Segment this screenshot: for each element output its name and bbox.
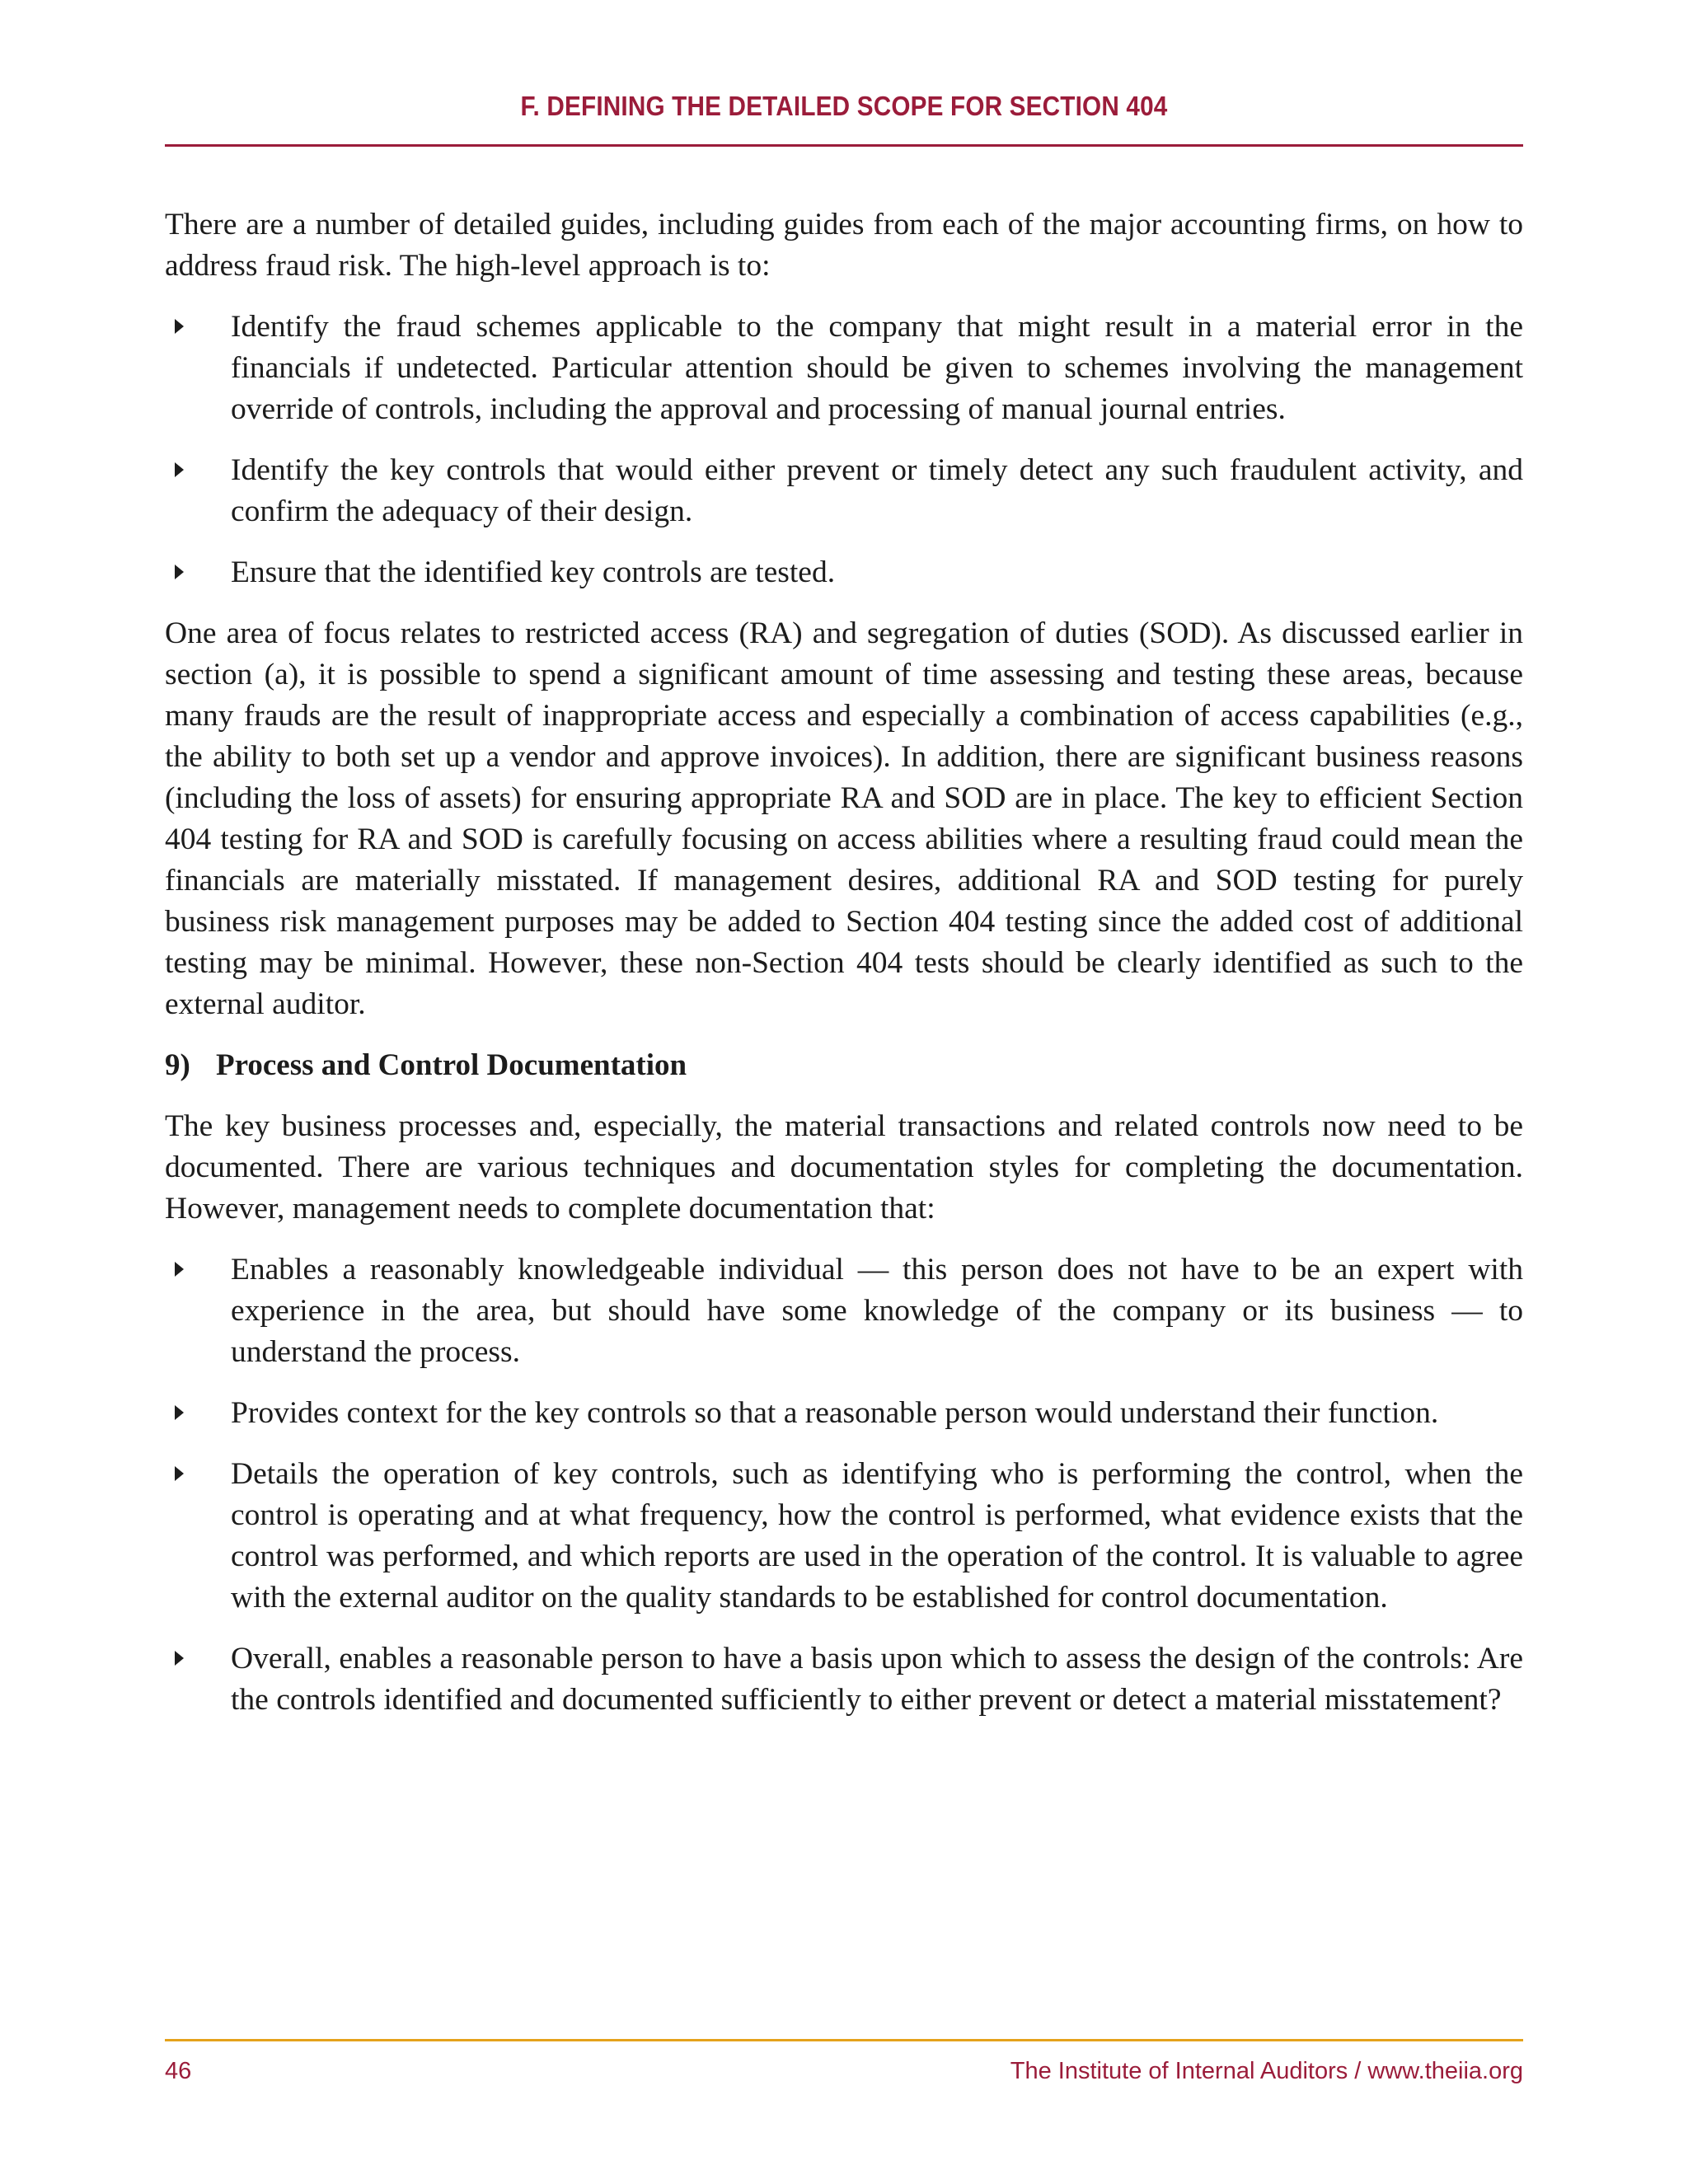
- list-item: [165, 450, 1523, 532]
- list-item: [165, 1638, 1523, 1721]
- footer-divider: [165, 2039, 1523, 2041]
- list-item-text: Enables a reasonably knowledgeable individual — this person does not have to be an expert with experience in the area, but should have some knowledge of the company or its business — to understand the process.: [231, 1253, 1523, 1369]
- page-header-title: F. DEFINING THE DETAILED SCOPE FOR SECTION 404: [520, 91, 1168, 121]
- list-item: [165, 1393, 1523, 1434]
- list-item: [165, 1454, 1523, 1619]
- page-number: 46: [165, 2058, 192, 2084]
- triangle-bullet-icon: [175, 462, 184, 477]
- list-item-text: Details the operation of key controls, such as identifying who is performing the control, when the control is operating and at what frequency, how the control is performed, what evidence exists that the control was performed, and which reports are used in the operation of the control. It is valuable to agree with the external auditor on the quality standards to be established for control documentation.: [231, 1457, 1523, 1615]
- list-item: [165, 1249, 1523, 1373]
- list-item-text: Identify the key controls that would either prevent or timely detect any such fraudulent activity, and confirm the adequacy of their design.: [231, 453, 1523, 528]
- triangle-bullet-icon: [175, 319, 184, 334]
- page-content: [165, 204, 1523, 1741]
- fraud-approach-list: [165, 307, 1523, 593]
- list-item-text: Identify the fraud schemes applicable to the company that might result in a material error in the financials if undetected. Particular attention should be given to schemes involving the management override of controls, including the approval and processing of manual journal entries.: [231, 310, 1523, 426]
- list-item-text: Ensure that the identified key controls are tested.: [231, 555, 836, 589]
- ra-sod-paragraph: One area of focus relates to restricted access (RA) and segregation of duties (SOD). As discussed earlier in section (a), it is possible to spend a significant amount of time assessing and testing these areas, because many frauds are the result of inappropriate access and especially a combination of access capabilities (e.g., the ability to both set up a vendor and approve invoices). In addition, there are significant business reasons (including the loss of assets) for ensuring appropriate RA and SOD are in place. The key to efficient Section 404 testing for RA and SOD is carefully focusing on access abilities where a resulting fraud could mean the financials are materially misstated. If management desires, additional RA and SOD testing for purely business risk management purposes may be added to Section 404 testing since the added cost of additional testing may be minimal. However, these non-Section 404 tests should be clearly identified as such to the external auditor.: [165, 616, 1523, 1021]
- publisher-credit: The Institute of Internal Auditors / www.theiia.org: [1010, 2058, 1523, 2084]
- triangle-bullet-icon: [175, 1466, 184, 1481]
- section-number: 9): [165, 1048, 190, 1082]
- list-item: [165, 552, 1523, 593]
- list-item-text: Provides context for the key controls so that a reasonable person would understand their function.: [231, 1396, 1439, 1430]
- list-item-text: Overall, enables a reasonable person to have a basis upon which to assess the design of the controls: Are the controls identified and documented sufficiently to either prevent or detect a material misstatement?: [231, 1642, 1523, 1717]
- header-divider: [165, 144, 1523, 147]
- documentation-requirements-list: [165, 1249, 1523, 1721]
- list-item: [165, 307, 1523, 430]
- documentation-intro-paragraph: The key business processes and, especially, the material transactions and related controls now need to be documented. There are various techniques and documentation styles for completing the documentation. However, management needs to complete documentation that:: [165, 1109, 1523, 1226]
- triangle-bullet-icon: [175, 565, 184, 579]
- triangle-bullet-icon: [175, 1262, 184, 1277]
- intro-paragraph: There are a number of detailed guides, including guides from each of the major accounting firms, on how to address fraud risk. The high-level approach is to:: [165, 208, 1523, 283]
- triangle-bullet-icon: [175, 1405, 184, 1420]
- triangle-bullet-icon: [175, 1651, 184, 1666]
- section-title: Process and Control Documentation: [216, 1048, 687, 1082]
- section-heading: [165, 1045, 1523, 1086]
